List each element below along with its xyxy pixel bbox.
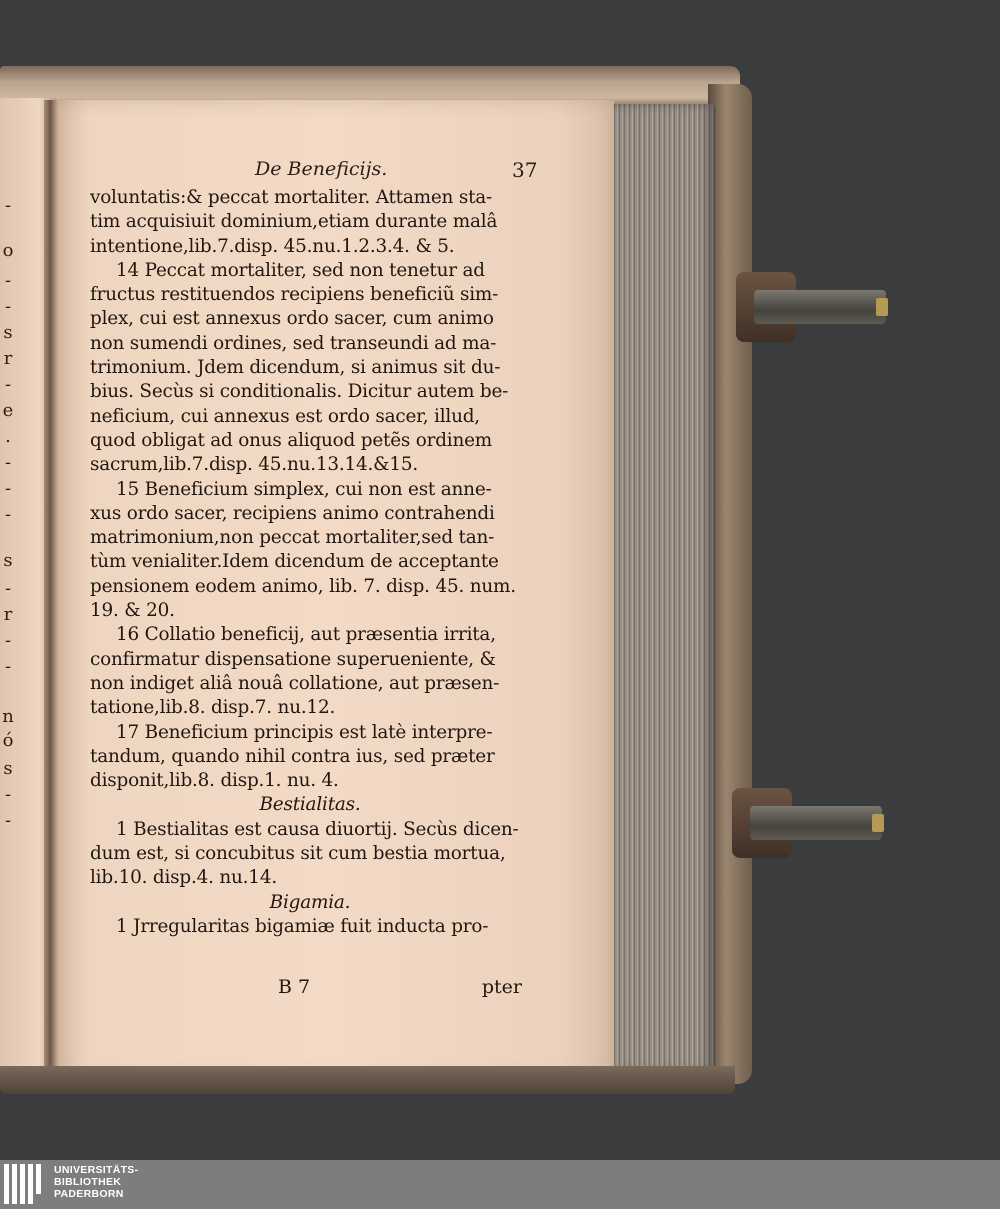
text-line: xus ordo sacer, recipiens animo contrahendi [90, 502, 495, 524]
margin-glyph: - [4, 452, 12, 473]
margin-glyph: - [4, 478, 12, 499]
margin-glyph: . [5, 426, 11, 447]
text-line: 1 Jrregularitas bigamiæ fuit inducta pro- [116, 915, 489, 937]
text-line: intentione,lib.7.disp. 45.nu.1.2.3.4. & 5. [90, 235, 455, 257]
page-footer-line [90, 976, 530, 1002]
text-line: matrimonium,non peccat mortaliter,sed tan- [90, 527, 495, 549]
library-logo-icon [4, 1164, 44, 1204]
page-number: 37 [512, 158, 538, 182]
text-line: lib.10. disp.4. nu.14. [90, 867, 277, 889]
book-gutter [44, 100, 58, 1075]
margin-glyph: - [4, 656, 12, 677]
text-line: tatione,lib.8. disp.7. nu.12. [90, 697, 336, 719]
text-line: neficium, cui annexus est ordo sacer, illud, [90, 405, 480, 427]
text-line: bius. Secùs si conditionalis. Dicitur autem be- [90, 381, 509, 403]
text-line: 1 Bestialitas est causa diuortij. Secùs dicen- [116, 818, 519, 840]
text-line: sacrum,lib.7.disp. 45.nu.13.14.&15. [90, 454, 419, 476]
page-fore-edge [606, 104, 716, 1072]
text-line: tùm venialiter.Idem dicendum de acceptante [90, 551, 499, 573]
section-heading: Bigamia. [269, 891, 351, 913]
text-line: pensionem eodem animo, lib. 7. disp. 45. num. [90, 575, 516, 597]
margin-glyph: o [2, 240, 14, 261]
margin-glyph: r [3, 604, 13, 625]
text-line: 14 Peccat mortaliter, sed non tenetur ad [116, 259, 485, 281]
text-line: 19. & 20. [90, 600, 175, 622]
page-body-text [90, 186, 530, 939]
margin-glyph: - [4, 270, 12, 291]
margin-glyph: - [4, 195, 12, 216]
text-line: non indiget aliâ nouâ collatione, aut præsen- [90, 672, 500, 694]
margin-glyph: s [3, 322, 13, 343]
text-line: dum est, si concubitus sit cum bestia mortua, [90, 843, 506, 865]
upper-clasp [736, 272, 886, 342]
text-line: trimonium. Jdem dicendum, si animus sit du- [90, 357, 501, 379]
margin-glyph: - [4, 296, 12, 317]
lower-clasp [732, 788, 882, 858]
text-line: 17 Beneficium principis est latè interpre- [116, 721, 493, 743]
margin-glyph: - [4, 504, 12, 525]
text-line: tandum, quando nihil contra ius, sed præter [90, 745, 495, 767]
signature-mark: B 7 [278, 976, 311, 998]
text-line: tim acquisiuit dominium,etiam durante malâ [90, 211, 498, 233]
section-heading: Bestialitas. [259, 794, 361, 816]
margin-glyph: - [4, 374, 12, 395]
text-line: quod obligat ad onus aliquod petẽs ordinem [90, 429, 493, 451]
logo-line: BIBLIOTHEK [54, 1176, 122, 1188]
text-line: confirmatur dispensatione superueniente, & [90, 648, 496, 670]
catchword: pter [481, 976, 522, 998]
running-header: De Beneficijs. [255, 158, 388, 180]
text-line: plex, cui est annexus ordo sacer, cum animo [90, 308, 494, 330]
margin-glyph: - [4, 578, 12, 599]
margin-glyph: ó [2, 730, 14, 751]
margin-glyph: s [3, 758, 13, 779]
logo-line: PADERBORN [54, 1188, 124, 1200]
margin-glyph: - [4, 784, 12, 805]
library-logo-text [54, 1164, 138, 1200]
library-footer-bar [0, 1160, 1000, 1209]
margin-glyph: s [3, 550, 13, 571]
text-line: voluntatis:& peccat mortaliter. Attamen sta- [90, 187, 493, 208]
margin-glyph: n [2, 706, 14, 727]
logo-line: UNIVERSITÄTS- [54, 1164, 139, 1176]
margin-glyph: - [4, 810, 12, 831]
margin-glyph: - [4, 630, 12, 651]
text-line: non sumendi ordines, sed transeundi ad ma- [90, 332, 497, 354]
text-line: disponit,lib.8. disp.1. nu. 4. [90, 770, 339, 792]
text-line: 16 Collatio beneficij, aut præsentia irrita, [116, 624, 496, 646]
text-line: fructus restituendos recipiens beneficiũ sim- [90, 284, 499, 306]
book-cover-bottom [0, 1066, 735, 1094]
margin-glyph: r [3, 348, 13, 369]
margin-glyph: e [2, 400, 14, 421]
text-line: 15 Beneficium simplex, cui non est anne- [116, 478, 492, 500]
